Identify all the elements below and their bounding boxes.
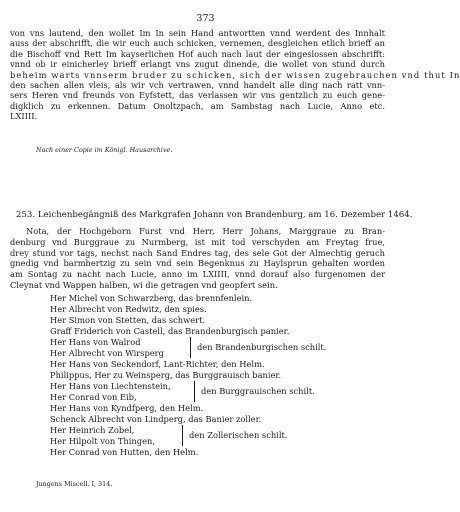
document-number: 253. — [16, 210, 36, 220]
brace-label: den Burggrauischen schilt. — [201, 386, 315, 396]
list-item: Her Hans von Seckendorf, Lant-Richter, den Helm. — [50, 359, 265, 369]
list-item: Her Albrecht von Redwitz, den spies. — [50, 304, 207, 314]
list-item: Her Conrad von Eib, — [50, 392, 137, 402]
list-item: Her Michel von Schwarzberg, das brennfenlein. — [50, 293, 253, 303]
text-line: am Sontag zu nacht nach Lucie, anno im LXIIII, vnnd dorauf also furgenomen der — [10, 269, 385, 280]
document-heading — [16, 210, 413, 220]
list-item: Her Heinrich Zobel, — [50, 425, 135, 435]
text-line: vnnd ob ir einicherley brieff erlangt vns zugut dinende, die wollet von stund durch — [10, 59, 385, 70]
text-line: LXIIII. — [10, 111, 38, 122]
text-line: den sachen allen vleis, als wir vch vertrawen, vnnd handelt alle ding nach ratt vnn- — [10, 80, 385, 90]
list-item: Philippus, Her zu Weinsperg, das Burggrauisch banier. — [50, 370, 282, 380]
text-line: drey stund vor tags, nechst nach Sand Endres tag, des sele Got der Almechtig geruch — [10, 247, 385, 258]
text-line: beheim warts vnnserm bruder zu schicken, sich der wissen zugebrauchen vnd thut In — [10, 69, 460, 80]
list-item: Her Conrad von Hutten, den Helm. — [50, 447, 199, 457]
text-line: Nota, der Hochgeborn Furst vnd Herr, Herr Johans, Marggraue zu Bran- — [26, 226, 385, 236]
list-item: Her Simon von Stetten, das schwert. — [50, 315, 206, 325]
brace-label: den Zollerischen schilt. — [189, 430, 288, 440]
text-line: gnedig vnd barmhertzig zu sein vnd sein Begenknus zu Haylsprun gehalten worden — [10, 258, 385, 269]
footnote: Jungens Miscell. I, 314. — [36, 480, 113, 488]
document-title: Leichenbegängniß des Markgrafen Johann von Brandenburg, am 16. Dezember 1464. — [37, 210, 413, 220]
text-line: von vns lautend, den wollet Im In sein Hand antwortten vnnd werdent des Innhalt — [10, 28, 385, 38]
text-line: Cleynat vnd Wappen halben, wi die getragen vnd geopfert sein. — [10, 280, 278, 290]
list-item: Her Albrecht von Wirsperg — [50, 348, 164, 358]
text-line: sers Heren vnd freunds von Eyfstett, das verlassen wir vns gentzlich zu euch gene- — [10, 90, 385, 101]
list-item: Schenck Albrecht von Lindperg, das Banier zoller. — [50, 414, 262, 424]
list-item: Her Hans von Kyndfperg, den Helm. — [50, 403, 204, 413]
text-line: denburg vnd Burggraue zu Nurmberg, ist mit tod verschyden am Freytag frue, — [10, 236, 385, 247]
list-item: Her Hans von Walrod — [50, 337, 141, 347]
text-line: die Bischoff vnd Rett Im kayserlichen Hof auch nach laut der eingeslossen abschrifft: — [10, 48, 385, 59]
page-number: 373 — [196, 13, 215, 24]
brace — [194, 381, 195, 402]
text-line: digklich zu erkennen. Datum Onoltzpach, am Sambstag nach Lucie, Anno etc. — [10, 100, 385, 111]
text-line: auss der abschrifft, die wir euch auch schicken, vernemen, desgleichen etlich brieff an — [10, 38, 385, 49]
brace-label: den Brandenburgischen schilt. — [197, 342, 327, 352]
list-item: Graff Friderich von Castell, das Brandenburgisch panier. — [50, 326, 290, 336]
brace — [190, 337, 191, 358]
list-item: Her Hilpolt von Thingen, — [50, 436, 155, 446]
list-item: Her Hans von Liechtenstein, — [50, 381, 171, 391]
source-note: Nach einer Copie im Königl. Hausarchive. — [36, 146, 173, 154]
brace — [182, 425, 183, 446]
